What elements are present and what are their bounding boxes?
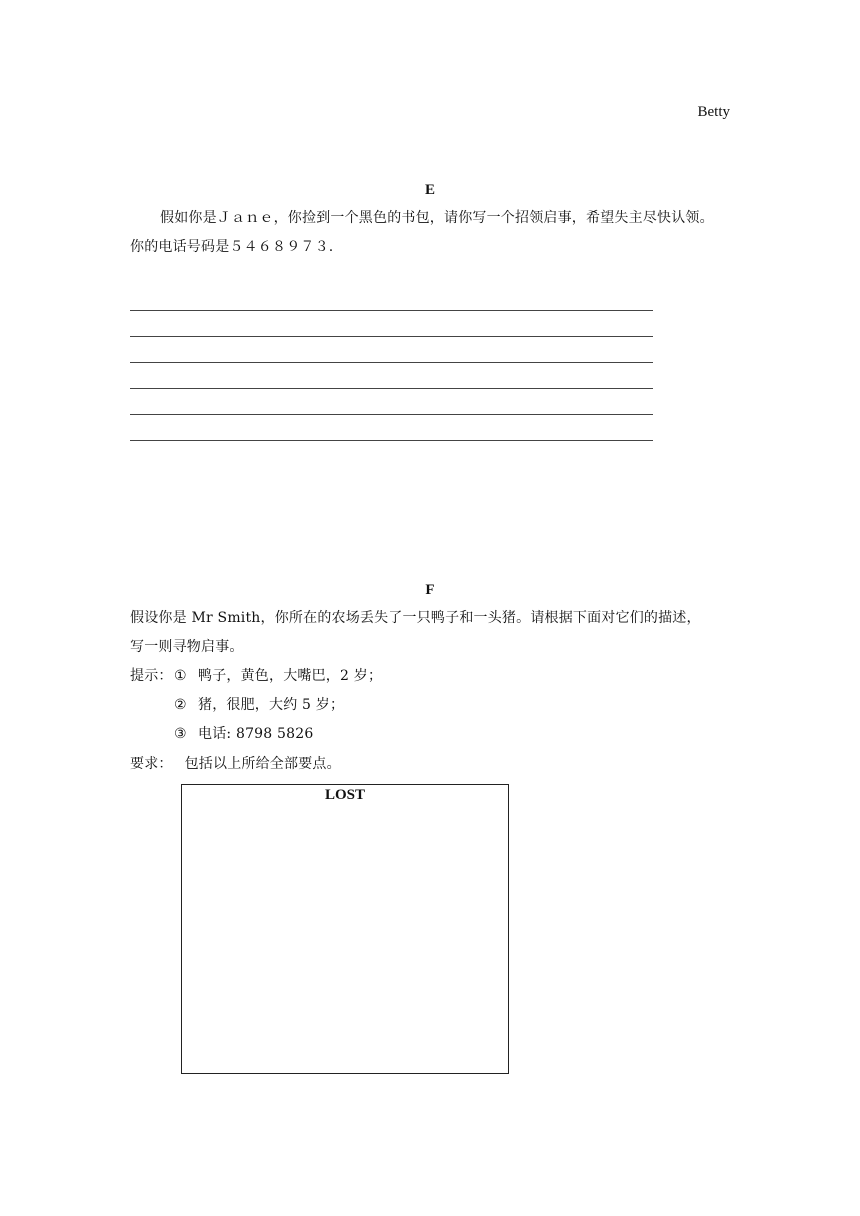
section-f-prompt-line2: 写一则寻物启事。: [130, 639, 244, 655]
hint-label: 提示：: [130, 668, 173, 684]
lost-notice-box[interactable]: [181, 784, 509, 1074]
signature: Betty: [697, 104, 730, 120]
answer-line[interactable]: [130, 414, 653, 415]
answer-line[interactable]: [130, 310, 653, 311]
section-e-prompt-line2: 你的电话号码是５４６８９７３.: [130, 239, 334, 255]
requirement-text: 包括以上所给全部要点。: [184, 756, 341, 772]
hint-text: 猪，很肥，大约 5 岁；: [198, 697, 345, 713]
section-f-title: F: [425, 582, 435, 598]
hint-mark: ②: [174, 697, 187, 713]
hint-item-2: [174, 691, 344, 720]
answer-line[interactable]: [130, 388, 653, 389]
hint-text: 电话: 8798 5826: [198, 726, 314, 742]
hint-text: 鸭子，黄色，大嘴巴，2 岁；: [198, 668, 383, 684]
section-f-prompt-line1: 假设你是 Mr Smith，你所在的农场丢失了一只鸭子和一头猪。请根据下面对它们的描述，: [130, 610, 701, 626]
requirement: [130, 750, 341, 779]
answer-line[interactable]: [130, 362, 653, 363]
section-e-title: E: [424, 182, 435, 198]
section-e-prompt-line1: 假如你是Ｊａｎｅ，你捡到一个黑色的书包，请你写一个招领启事，希望失主尽快认领。: [160, 210, 714, 226]
hint-item-3: [174, 720, 313, 749]
lost-notice-title: LOST: [324, 787, 366, 803]
hint-item-1: [174, 662, 382, 691]
answer-line[interactable]: [130, 336, 653, 337]
answer-line[interactable]: [130, 440, 653, 441]
requirement-label: 要求：: [130, 756, 173, 772]
hint-mark: ③: [174, 726, 187, 742]
hint-mark: ①: [174, 668, 187, 684]
